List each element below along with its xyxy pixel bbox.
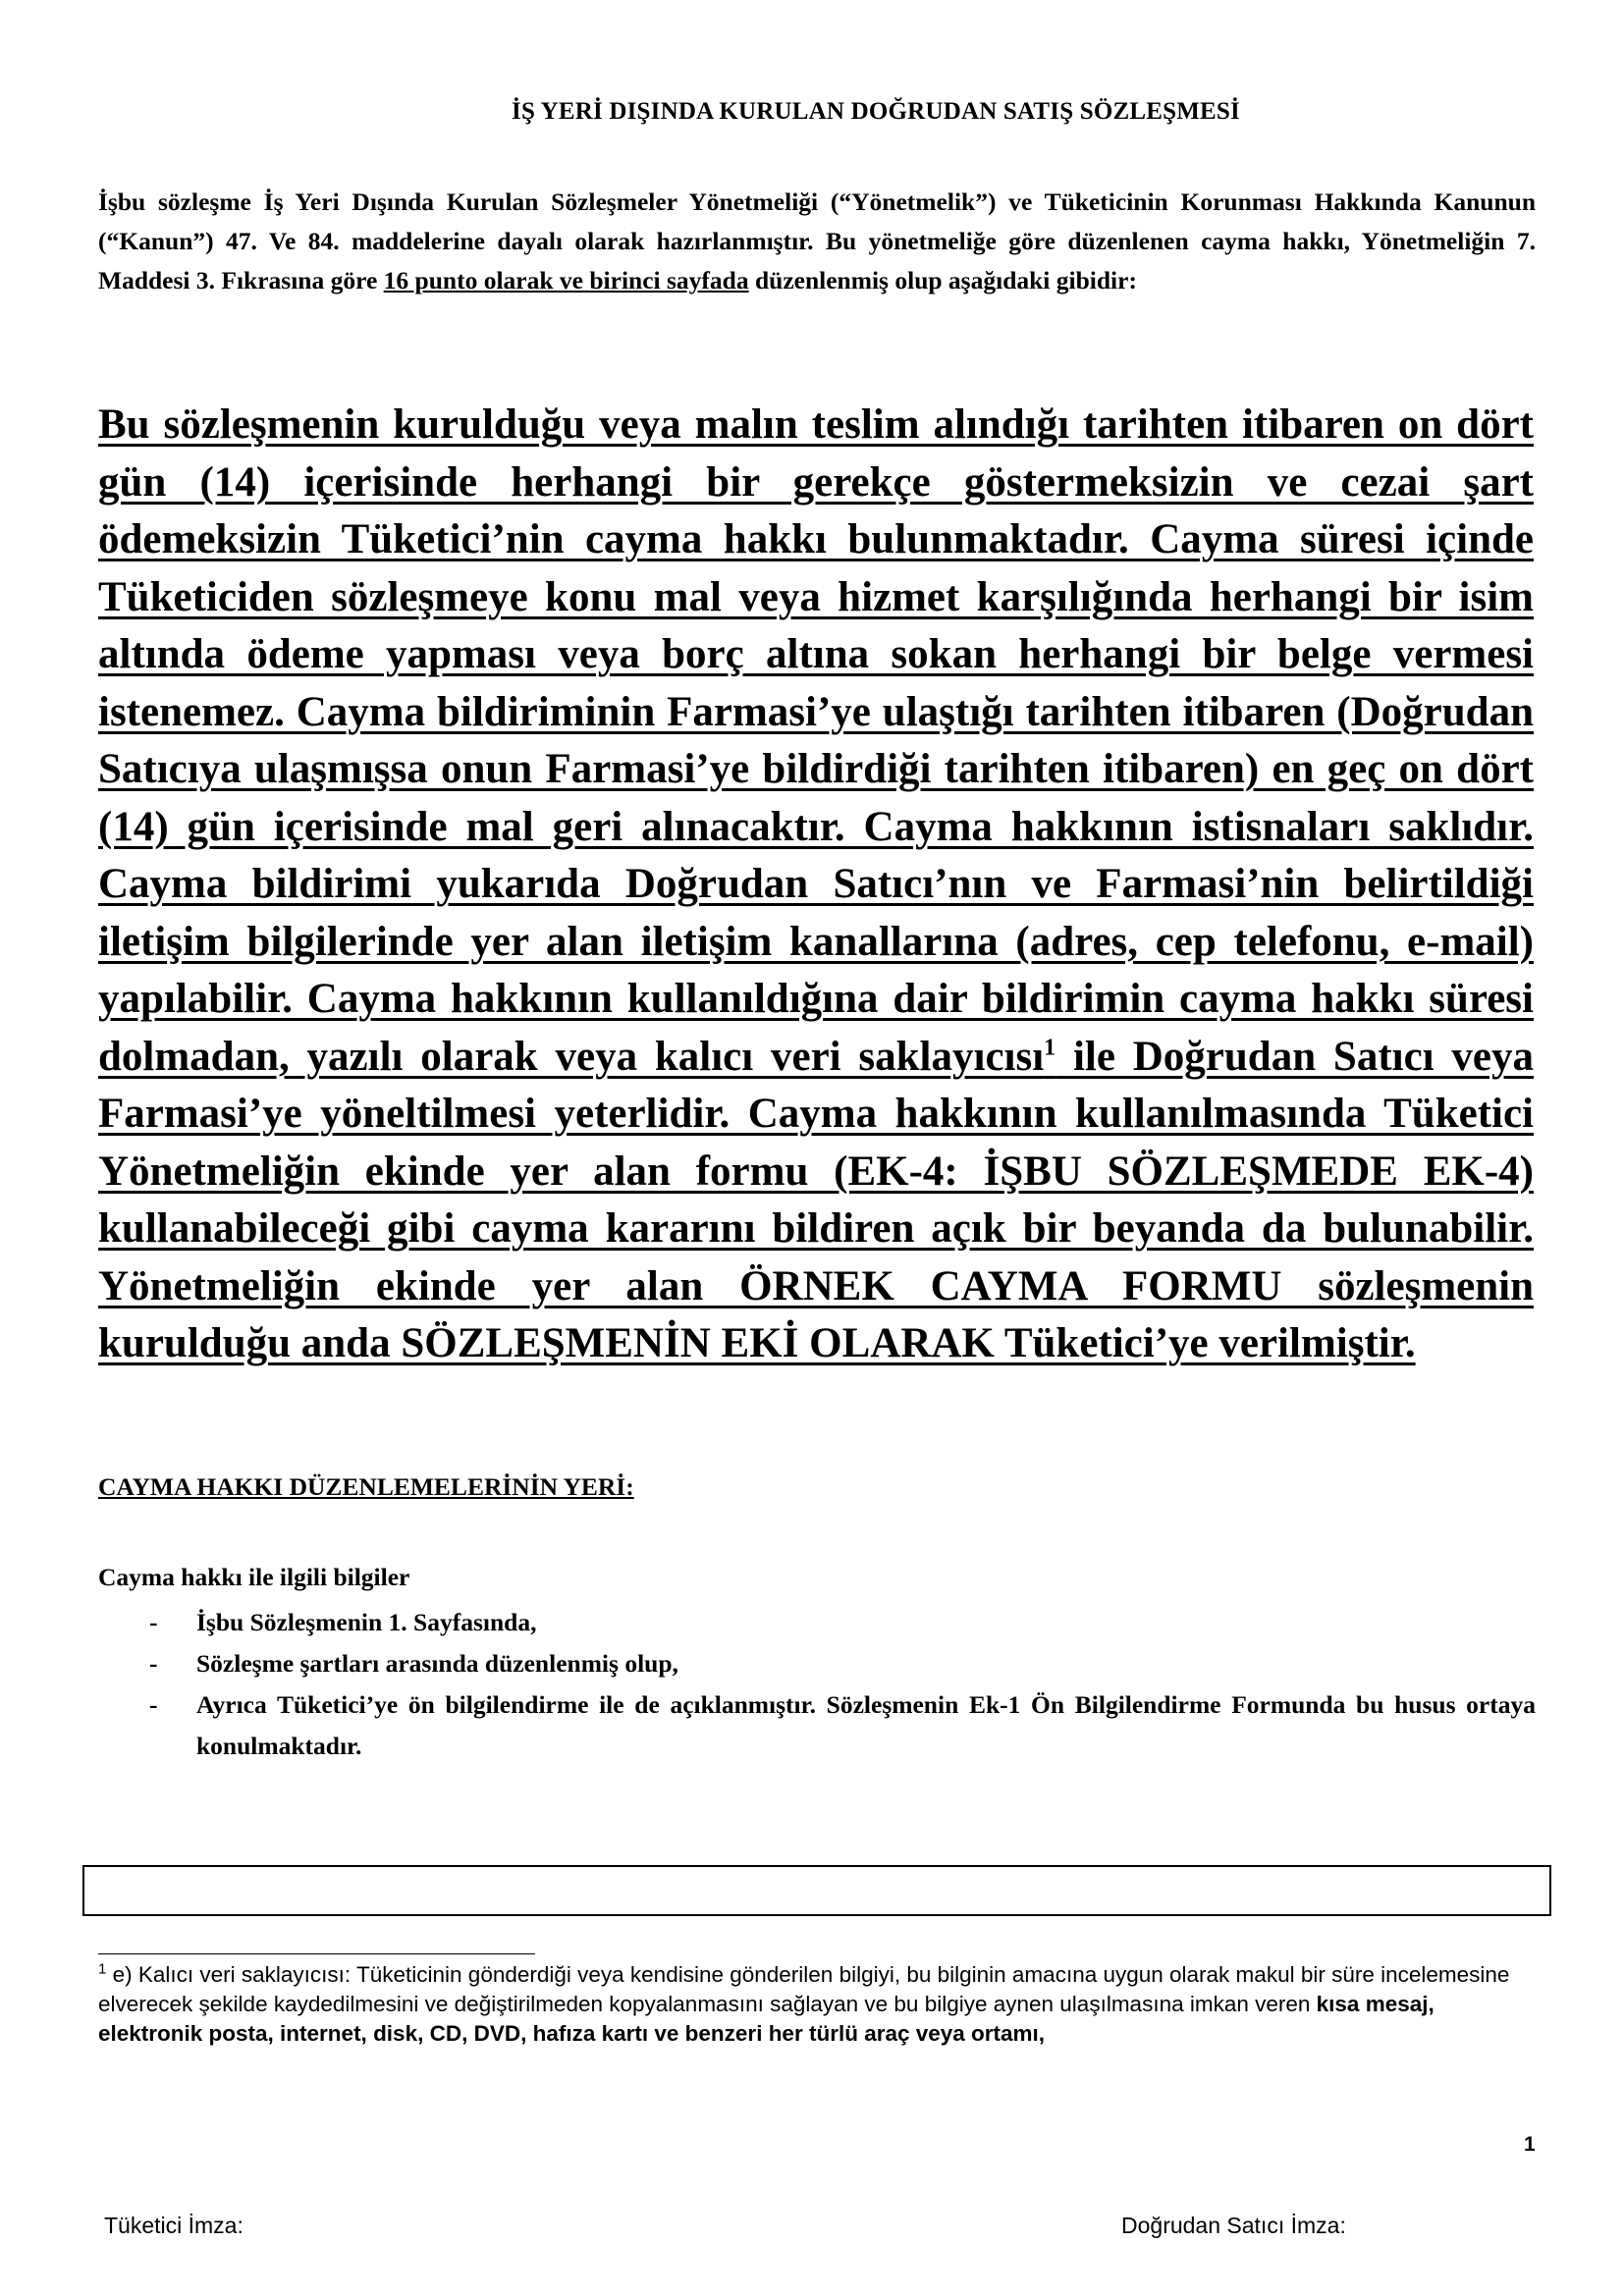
footnote-bold-text: kısa mesaj, elektronik posta, internet, disk, CD, DVD, hafıza kartı ve benzeri her türlü araç veya ortamı, [98,1992,1435,2046]
withdrawal-clause-part1: Bu sözleşmenin kurulduğu veya malın teslim alındığı tarihten itibaren on dört gün (14) içerisinde herhangi bir gerekçe göstermeksizin ve cezai şart ödemeksizin Tüketici’nin cayma hakkı bulunmaktadır. Cayma süresi içinde Tüketiciden sözleşmeye konu mal veya hizmet karşılığında herhangi bir isim altında ödeme yapması veya borç altına sokan herhangi bir belge vermesi istenemez. Cayma bildiriminin Farmasi’ye ulaştığı tarihten itibaren (Doğrudan Satıcıya ulaşmışsa onun Farmasi’ye bildirdiği tarihten itibaren) en geç on dört (14) gün içerisinde mal geri alınacaktır. Cayma hakkının istisnaları saklıdır. Cayma bildirimi yukarıda Doğrudan Satıcı’nın ve Farmasi’nin belirtildiği iletişim bilgilerinde yer alan iletişim kanallarına (adres, cep telefonu, e-mail) yapılabilir. Cayma hakkının kullanıldığına dair bildirimin cayma hakkı süresi dolmadan, yazılı olarak veya kalıcı veri saklayıcısı [98,401,1534,1080]
intro-paragraph [98,183,1536,300]
intro-underlined-text: 16 punto olarak ve birinci sayfada [383,266,749,294]
intro-tail-text: düzenlenmiş olup aşağıdaki gibidir: [748,266,1137,294]
consumer-signature-label: Tüketici İmza: [104,2213,244,2238]
document-title: İŞ YERİ DIŞINDA KURULAN DOĞRUDAN SATIŞ SÖZLEŞMESİ [512,98,1240,125]
withdrawal-clause-part2: ile Doğrudan Satıcı veya Farmasi’ye yöneltilmesi yeterlidir. Cayma hakkının kullanılmasında Tüketici Yönetmeliğin ekinde yer alan formu (EK-4: İŞBU SÖZLEŞMEDE EK-4) kullanabileceği gibi cayma kararını bildiren açık bir beyanda da bulunabilir. Yönetmeliğin ekinde yer alan ÖRNEK CAYMA FORMU sözleşmenin kurulduğu anda SÖZLEŞMENİN EKİ OLARAK Tüketici’ye verilmiştir. [98,1033,1534,1366]
list-item: - İşbu Sözleşmenin 1. Sayfasında, [98,1602,1536,1643]
section-heading: CAYMA HAKKI DÜZENLEMELERİNİN YERİ: [98,1472,634,1501]
footnote-reference: 1 [1044,1035,1056,1061]
intro-text: İşbu sözleşme İş Yeri Dışında Kurulan Sözleşmeler Yönetmeliği (“Yönetmelik”) ve Tüketicinin Korunması Hakkında Kanunun (“Kanun”) 47. Ve 84. maddelerine dayalı olarak hazırlanmıştır. Bu yönetmeliğe göre düzenlenen cayma hakkı, Yönetmeliğin 7. Maddesi 3. Fıkrasına göre [98,187,1536,294]
list-item: - Sözleşme şartları arasında düzenlenmiş olup, [98,1643,1536,1684]
footnote [98,1960,1536,2049]
withdrawal-right-clause [98,397,1534,1373]
info-label: Cayma hakkı ile ilgili bilgiler [98,1563,410,1591]
footnote-text: e) Kalıcı veri saklayıcısı: Tüketicinin gönderdiği veya kendisine gönderilen bilgiyi, bu bilginin amacına uygun olarak makul bir süre incelemesine elverecek şekilde kaydedilmesini ve değiştirilmeden kopyalanmasını sağlayan ve bu bilgiye aynen ulaşılmasına imkan veren [98,1962,1510,2016]
seller-signature-label: Doğrudan Satıcı İmza: [1121,2213,1346,2238]
info-list [98,1602,1536,1767]
footnote-divider [98,1953,535,1954]
empty-bordered-box [82,1865,1551,1916]
footnote-marker: 1 [98,1960,107,1978]
page-number: 1 [1524,2133,1536,2156]
list-item: - Ayrıca Tüketici’ye ön bilgilendirme ile de açıklanmıştır. Sözleşmenin Ek-1 Ön Bilgilendirme Formunda bu husus ortaya konulmaktadır. [98,1684,1536,1767]
